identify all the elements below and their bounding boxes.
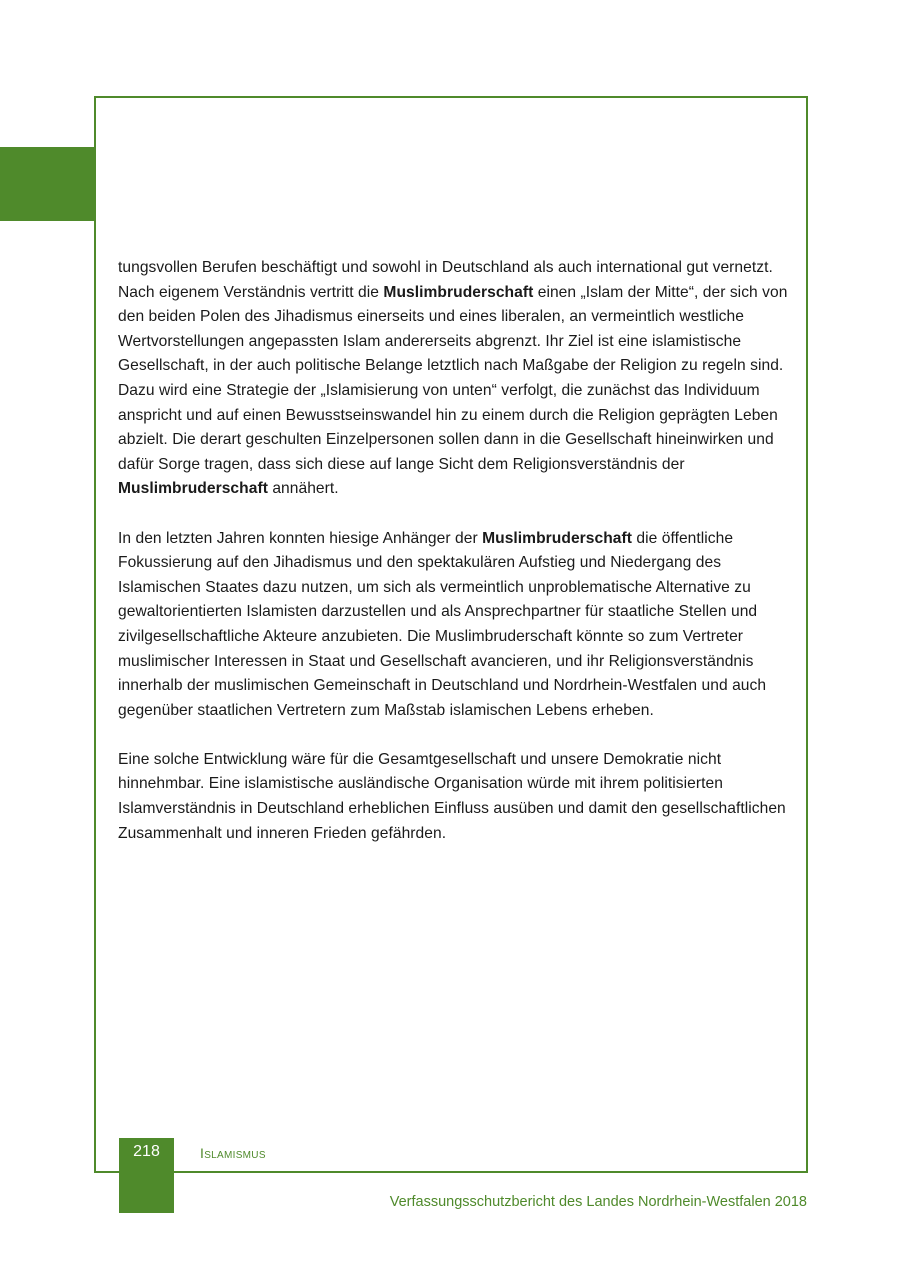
page-number: 218 [133, 1143, 160, 1160]
bold-term: Muslimbruderschaft [383, 283, 534, 301]
paragraph-2: In den letzten Jahren konnten hiesige Anhänger der Muslimbruderschaft die öffentliche Fokussierung auf den Jihadismus und den spektakulären Aufstieg und Niedergang des Islamischen Staates dazu nutzen, um sich als vermeintlich unproblematische Alternative zu gewaltorientierten Islamisten darzustellen und als Ansprechpartner für staatliche Stellen und zivilgesellschaftliche Akteure anzubieten. Die Muslimbruderschaft könnte so zum Vertreter muslimischer Interessen in Staat und Gesellschaft avancieren, und ihr Religionsverständnis innerhalb der muslimischen Gemeinschaft in Deutschland und Nordrhein-Westfalen und auch gegenüber staatlichen Vertretern zum Maßstab islamischen Lebens erheben. [118, 529, 767, 719]
paragraph-3: Eine solche Entwicklung wäre für die Gesamtgesellschaft und unsere Demokratie nicht hinnehmbar. Eine islamistische ausländische Organisation würde mit ihrem politisierten Islamverständnis in Deutschland erheblichen Einfluss ausüben und damit den gesellschaftlichen Zusammenhalt und inneren Frieden gefährden. [118, 750, 786, 842]
side-accent-block [0, 147, 95, 221]
paragraph-1: tungsvollen Berufen beschäftigt und sowohl in Deutschland als auch international gut vernetzt. Nach eigenem Verständnis vertritt die Muslimbruderschaft einen „Islam der Mitte“, der sich von den beiden Polen des Jihadismus einerseits und eines liberalen, an vermeintlich westliche Wertvorstellungen angepassten Islam andererseits abgrenzt. Ihr Ziel ist eine islamistische Gesellschaft, in der auch politische Belange letztlich nach Maßgabe der Religion zu regeln sind. Dazu wird eine Strategie der „Islamisierung von unten“ verfolgt, die zunächst das Individuum anspricht und auf einen Bewusstseinswandel hin zu einem durch die Religion geprägten Leben abzielt. Die derart geschulten Einzelpersonen sollen dann in die Gesellschaft hineinwirken und dafür Sorge tragen, dass sich diese auf lange Sicht dem Religionsverständnis der Muslimbruderschaft annähert. [118, 259, 788, 498]
bold-term: Muslimbruderschaft [118, 480, 268, 498]
body-text [118, 256, 798, 846]
publication-title: Verfassungsschutzbericht des Landes Nordrhein-Westfalen 2018 [389, 1194, 807, 1210]
section-title: Islamismus [200, 1145, 266, 1161]
bold-term: Muslimbruderschaft [482, 529, 633, 547]
